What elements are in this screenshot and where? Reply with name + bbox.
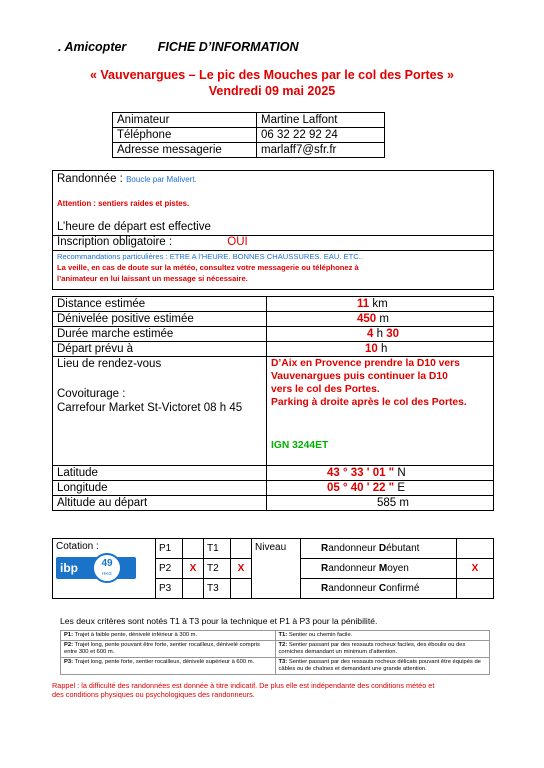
details-table — [52, 296, 494, 511]
legend-p2-text: Trajet long, pente pouvant être forte, sentier rocailleux, dénivelé compris entre 300 et 600 m. — [64, 642, 260, 655]
org-name: . Amicopter — [58, 40, 127, 54]
moyen-text-1: andonneur — [328, 563, 379, 574]
moyen-initial-r: R — [321, 563, 329, 574]
p2-mark: X — [183, 559, 204, 579]
legend-t2-text: Sentier passant par des ressauts rocheux faciles, des éboulis ou des corniches demandant un minimum d’attention. — [278, 642, 466, 655]
p3-label: P3 — [156, 579, 183, 599]
debutant-text-2: ébutant — [386, 543, 420, 554]
table-row — [53, 496, 494, 511]
ibp-logo: ibp — [60, 561, 78, 575]
table-row — [53, 327, 494, 342]
debutant-initial-r: R — [321, 543, 329, 554]
fiche-title: FICHE D’INFORMATION — [157, 40, 299, 54]
table-row — [61, 631, 490, 641]
veille-line-1: La veille, en cas de doute sur la météo, consultez votre messagerie ou téléphonez à — [57, 263, 359, 272]
legend-t2: T2: — [278, 642, 288, 648]
duree-minutes: 30 — [386, 328, 400, 340]
depart-label: Départ prévu à — [53, 342, 267, 357]
t2-label: T2 — [204, 559, 231, 579]
legend-p1-text: Trajet à faible pente, dénivelé inférieur à 300 m. — [74, 632, 198, 638]
legend-table — [60, 630, 490, 675]
legend-t1: T1: — [278, 632, 288, 638]
header — [58, 40, 299, 54]
inscription-label: Inscription obligatoire : — [57, 236, 173, 248]
covoit-label: Covoiturage : — [57, 388, 126, 400]
legend-intro: Les deux critères sont notés T1 à T3 pour la technique et P1 à P3 pour la pénibilité. — [60, 616, 378, 626]
table-row — [53, 466, 494, 481]
legend-p2: P2: — [64, 642, 74, 648]
moyen-text-2: oyen — [387, 563, 409, 574]
randonnee-value: Boucle par Malivert. — [126, 175, 197, 184]
inscription-value: OUI — [227, 236, 248, 248]
ibp-score-circle — [92, 553, 122, 583]
rappel-note — [52, 681, 434, 699]
hike-date: Vendredi 09 mai 2025 — [208, 84, 336, 98]
depart-note: L’heure de départ est effective — [57, 221, 211, 233]
ibp-sub: HKG — [102, 571, 112, 576]
legend-t3-text: Sentier passant par des ressauts rocheux délicats pouvant être équipés de câbles ou de chaînes et demandant une grande attention. — [278, 659, 481, 672]
hike-title: « Vauvenargues – Le pic des Mouches par le col des Portes » — [89, 68, 455, 82]
rappel-line-1: Rappel : la difficulté des randonnées est donnée à titre indicatif. De plus elle est indépendante des conditions météo et — [52, 681, 435, 690]
moyen-initial-m: M — [378, 563, 388, 574]
table-row — [53, 539, 494, 559]
divider — [53, 250, 493, 251]
confirme-text-1: andonneur — [328, 583, 379, 594]
confirme-text-2: onfirmé — [386, 583, 420, 594]
p1-label: P1 — [156, 539, 183, 559]
legend-t1-text: Sentier ou chemin facile. — [288, 632, 353, 638]
table-row — [53, 481, 494, 496]
duree-hours-unit: h — [376, 328, 384, 340]
tel-label: Téléphone — [113, 128, 257, 143]
altitude-value: 585 m — [267, 496, 494, 511]
distance-value: 11 — [357, 298, 370, 310]
attention-note: Attention : sentiers raides et pistes. — [57, 199, 190, 208]
cotation-table — [52, 538, 494, 599]
ibp-badge — [56, 557, 136, 579]
t3-label: T3 — [204, 579, 231, 599]
rdv-desc-2: Vauvenargues puis continuer la D10 — [271, 371, 448, 382]
randonnee-label: Randonnée : — [57, 173, 123, 185]
latitude-label: Latitude — [53, 466, 267, 481]
ibp-score: 49 — [101, 558, 113, 569]
distance-unit: km — [372, 298, 388, 310]
rdv-desc-3: vers le col des Portes. — [271, 384, 380, 395]
t2-mark: X — [231, 559, 252, 579]
legend-p3-text: Trajet long, pente forte, sentier rocailleux, dénivelé supérieur à 600 m. — [74, 659, 255, 665]
randonnee-box — [52, 170, 494, 290]
rdv-desc-1: D’Aix en Provence prendre la D10 vers — [271, 358, 460, 369]
niveau-label: Niveau — [252, 539, 301, 599]
denivele-label: Dénivelée positive estimée — [53, 312, 267, 327]
denivele-unit: m — [379, 313, 389, 325]
p2-label: P2 — [156, 559, 183, 579]
latitude-value: 43 ° 33 ' 01 " — [327, 467, 395, 479]
table-row — [61, 658, 490, 675]
longitude-dir: E — [397, 482, 406, 494]
denivele-value: 450 — [357, 313, 377, 325]
rdv-desc-4: Parking à droite après le col des Portes. — [271, 397, 467, 408]
table-row — [53, 357, 494, 466]
table-row — [53, 312, 494, 327]
table-row — [53, 342, 494, 357]
table-row — [113, 143, 385, 158]
rdv-label: Lieu de rendez-vous — [57, 358, 162, 370]
confirme-initial-c: C — [378, 583, 387, 594]
altitude-label: Altitude au départ — [53, 496, 267, 511]
duree-hours: 4 — [367, 328, 374, 340]
table-row — [61, 641, 490, 658]
distance-label: Distance estimée — [53, 297, 267, 312]
table-row — [113, 128, 385, 143]
confirme-initial-r: R — [321, 583, 329, 594]
t1-label: T1 — [204, 539, 231, 559]
cotation-label: Cotation : — [56, 541, 99, 552]
recommandations: Recommandations particulières : ETRE A l’HEURE. BONNES CHAUSSURES. EAU. ETC.. — [57, 252, 363, 261]
latitude-dir: N — [397, 467, 406, 479]
tel-value: 06 32 22 92 24 — [257, 128, 385, 143]
longitude-label: Longitude — [53, 481, 267, 496]
depart-value: 10 — [365, 343, 378, 355]
contact-table — [112, 112, 385, 158]
veille-line-2: l’animateur en lui laissant un message si nécessaire. — [57, 274, 248, 283]
table-row — [113, 113, 385, 128]
animateur-value: Martine Laffont — [257, 113, 385, 128]
legend-p3: P3: — [64, 659, 74, 665]
legend-p1: P1: — [64, 632, 74, 638]
rappel-line-2: des conditions physiques ou psychologiques des randonneurs. — [52, 690, 255, 699]
depart-unit: h — [381, 343, 388, 355]
duree-label: Durée marche estimée — [53, 327, 267, 342]
debutant-text-1: andonneur — [328, 543, 379, 554]
covoit-value: Carrefour Market St-Victoret 08 h 45 — [57, 402, 243, 414]
longitude-value: 05 ° 40 ' 22 " — [327, 482, 395, 494]
mail-label: Adresse messagerie — [113, 143, 257, 158]
legend-t3: T3: — [278, 659, 288, 665]
mail-value[interactable]: marlaff7@sfr.fr — [257, 143, 385, 158]
table-row — [53, 297, 494, 312]
moyen-mark: X — [457, 559, 494, 579]
ign-map: IGN 3244ET — [271, 440, 329, 451]
debutant-initial-d: D — [378, 543, 387, 554]
animateur-label: Animateur — [113, 113, 257, 128]
